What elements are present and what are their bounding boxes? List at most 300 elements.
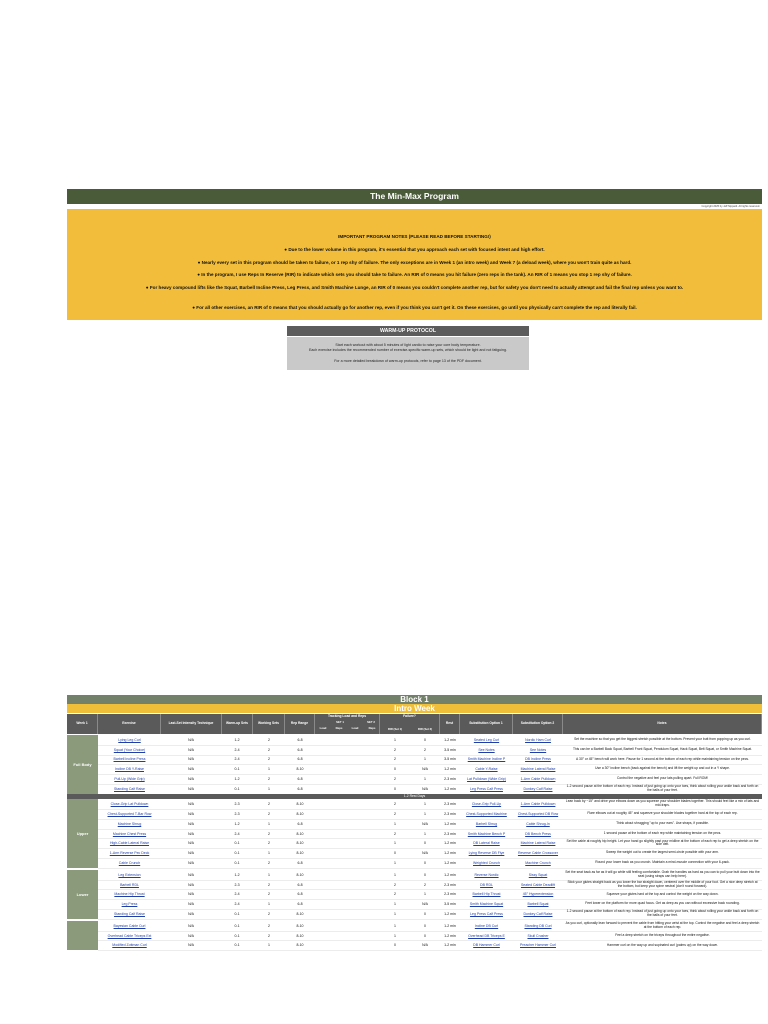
load-input[interactable] <box>315 809 331 819</box>
rir-set2-cell: 1 <box>424 831 426 836</box>
substitution-2-cell[interactable]: Reverse Cable Crossover <box>517 851 559 856</box>
substitution-2-cell[interactable]: Machine Lateral Raise <box>520 841 556 846</box>
rir-set1-cell: 2 <box>394 811 396 816</box>
substitution-2-cell[interactable]: Chest-Supported DB Row <box>517 811 559 816</box>
notes-cell: Set the seat back as far as it will go while still feeling comfortable. Grab the handles as hard as you can to pull your butt down into the seat (using straps can help here). <box>565 869 760 878</box>
exercise-cell[interactable]: Machine Hip Thrust <box>114 892 145 897</box>
substitution-1-cell[interactable]: DB RDL <box>480 882 493 887</box>
substitution-2-cell[interactable]: Sissy Squat <box>528 872 548 877</box>
rir-set2-cell: N/A <box>422 943 428 948</box>
exercise-cell[interactable]: Modified Zottman Curl <box>112 943 147 948</box>
reps-input[interactable] <box>363 774 379 784</box>
exercise-cell[interactable]: Machine Shrug <box>117 821 142 826</box>
working-sets-cell: 1 <box>268 851 270 856</box>
rir-set2-cell: 0 <box>424 872 426 877</box>
substitution-2-cell[interactable]: Nordic Ham Curl <box>525 737 551 742</box>
note-line: ● In the program, I use Reps In Reserve (RIR) to indicate which sets you should take to failure. An RIR of 0 means you hit failure (zero reps in the tank). An RIR of 1 means you stop 1 rep shy of failure. <box>197 272 632 277</box>
reps-input[interactable] <box>331 941 347 951</box>
table-header: Rest <box>440 714 460 734</box>
substitution-2-cell[interactable]: DB Incline Press <box>525 757 551 762</box>
copyright-text: Copyright 2025 by Jeff Nippard. All rights reserved. <box>701 205 760 208</box>
substitution-1-cell[interactable]: Lat Pulldown (Wide Grip) <box>467 777 506 782</box>
technique-cell: N/A <box>188 860 194 865</box>
table-subheader: Load <box>319 726 327 730</box>
table-subheader: Load <box>351 726 359 730</box>
substitution-2-cell[interactable]: Standing DB Curl <box>524 923 552 928</box>
technique-cell: N/A <box>188 882 194 887</box>
rest-cell: 2-3 min <box>444 892 456 897</box>
warmup-sets-cell: 1-2 <box>234 777 240 782</box>
reps-input[interactable] <box>363 809 379 819</box>
rest-cell: 1-2 min <box>444 933 456 938</box>
substitution-1-cell[interactable]: Overhead DB Triceps E <box>468 933 505 938</box>
exercise-cell[interactable]: Barbell Incline Press <box>113 757 146 762</box>
substitution-2-cell[interactable]: DB Bench Press <box>525 831 551 836</box>
load-input[interactable] <box>315 880 331 890</box>
day-label: Lower <box>67 870 98 919</box>
technique-cell: N/A <box>188 757 194 762</box>
substitution-1-cell[interactable]: Close-Grip Pull-Up <box>471 802 502 807</box>
notes-cell: Feet lower on the platform for more quad focus. Get as deep as you can without excessive back rounding. <box>585 901 740 906</box>
notes-cell: Use a 30° incline bench (back against the bench) and lift the weight up and out in a Y shape. <box>595 766 730 771</box>
workout-table <box>67 714 762 1024</box>
day-label <box>67 921 98 950</box>
working-sets-cell: 2 <box>268 777 270 782</box>
load-input[interactable] <box>347 745 363 755</box>
exercise-cell[interactable]: High-Cable Lateral Raise <box>109 841 150 846</box>
technique-cell: N/A <box>188 747 194 752</box>
rir-set1-cell: 1 <box>394 902 396 907</box>
working-sets-cell: 2 <box>268 831 270 836</box>
rir-set1-cell: 1 <box>394 923 396 928</box>
working-sets-cell: 2 <box>268 923 270 928</box>
substitution-2-cell[interactable]: Machine Crunch <box>525 860 551 865</box>
load-input[interactable] <box>347 735 363 745</box>
reps-input[interactable] <box>331 839 347 849</box>
working-sets-cell: 1 <box>268 767 270 772</box>
reps-input[interactable] <box>331 755 347 765</box>
reps-input[interactable] <box>363 848 379 858</box>
warmup-sets-cell: 0-1 <box>234 767 240 772</box>
load-input[interactable] <box>347 921 363 931</box>
technique-cell: N/A <box>188 872 194 877</box>
note-line: ● Due to the lower volume in this program, it's essential that you approach each set with focused intent and high effort. <box>284 247 545 252</box>
reps-input[interactable] <box>331 764 347 774</box>
load-input[interactable] <box>347 890 363 900</box>
substitution-1-cell[interactable]: Smith Machine Squat <box>469 902 504 907</box>
load-input[interactable] <box>347 880 363 890</box>
notes-cell: Squeeze your glutes hard at the top and control the weight on the way down. <box>606 891 719 896</box>
rir-set2-cell: 1 <box>424 892 426 897</box>
rir-set2-cell: 1 <box>424 811 426 816</box>
load-input[interactable] <box>315 931 331 941</box>
exercise-cell[interactable]: Chest-Supported T-Bar Row <box>107 811 152 816</box>
load-input[interactable] <box>347 819 363 829</box>
rir-set1-cell: 0 <box>394 767 396 772</box>
substitution-2-cell[interactable]: Barbell Squat <box>527 902 549 907</box>
load-input[interactable] <box>315 890 331 900</box>
reps-input[interactable] <box>331 890 347 900</box>
reps-input[interactable] <box>363 890 379 900</box>
technique-cell: N/A <box>188 767 194 772</box>
exercise-cell[interactable]: Machine Chest Press <box>112 831 147 836</box>
load-input[interactable] <box>315 870 331 880</box>
reps-input[interactable] <box>363 735 379 745</box>
warmup-sets-cell: 2-4 <box>234 892 240 897</box>
notes-cell: Lean back by ~15° and drive your elbows down as you squeeze your shoulder blades together. This should feel like a mix of lats and mid-traps. <box>565 799 760 808</box>
technique-cell: N/A <box>188 943 194 948</box>
table-subheader: SET 1 <box>336 720 344 724</box>
week-title: Intro Week <box>67 704 762 713</box>
substitution-1-cell[interactable]: Leg Press Calf Press <box>470 786 503 791</box>
rest-cell: 2-3 min <box>444 802 456 807</box>
rep-range-cell: 8-10 <box>296 767 304 772</box>
table-header: Last-Set Intensity Technique <box>161 714 222 734</box>
rir-set2-cell: 0 <box>424 923 426 928</box>
substitution-1-cell[interactable]: Reverse Nordic <box>474 872 499 877</box>
exercise-cell[interactable]: 1-Arm Reverse Pec Deck <box>109 851 150 856</box>
rir-set1-cell: 2 <box>394 802 396 807</box>
rir-set2-cell: N/A <box>422 821 428 826</box>
notes-cell: Feel a deep stretch on the triceps throughout the entire negative. <box>615 932 710 937</box>
working-sets-cell: 1 <box>268 943 270 948</box>
load-input[interactable] <box>347 909 363 919</box>
rir-set2-cell: 0 <box>424 737 426 742</box>
reps-input[interactable] <box>363 745 379 755</box>
substitution-2-cell[interactable]: 1-Arm Cable Pulldown <box>520 802 556 807</box>
load-input[interactable] <box>315 745 331 755</box>
reps-input[interactable] <box>331 819 347 829</box>
exercise-cell[interactable]: Cable Crunch <box>118 860 141 865</box>
rir-set1-cell: 2 <box>394 892 396 897</box>
day-label: Full Body <box>67 735 98 794</box>
warmup-sets-cell: 0-1 <box>234 933 240 938</box>
reps-input[interactable] <box>363 899 379 909</box>
exercise-cell[interactable]: Standing Calf Raise <box>114 786 145 791</box>
warmup-panel <box>287 337 529 370</box>
rest-cell: 1-2 min <box>444 851 456 856</box>
rep-range-cell: 6-8 <box>297 892 303 897</box>
reps-input[interactable] <box>331 909 347 919</box>
notes-cell: Sweep the weight out to create the largest semi-circle possible with your arm. <box>606 850 719 855</box>
substitution-2-cell[interactable]: Cable Shrug-In <box>526 821 550 826</box>
rir-set2-cell: N/A <box>422 767 428 772</box>
reps-input[interactable] <box>363 909 379 919</box>
rep-range-cell: 8-10 <box>296 851 304 856</box>
load-input[interactable] <box>315 774 331 784</box>
rest-days-bar: 1-2 Rest Days <box>67 794 762 799</box>
substitution-1-cell[interactable]: Leg Press Calf Press <box>470 911 503 916</box>
reps-input[interactable] <box>331 745 347 755</box>
substitution-1-cell[interactable]: Barbell Hip Thrust <box>472 892 501 897</box>
rep-range-cell: 8-10 <box>296 911 304 916</box>
warmup-sets-cell: 2-4 <box>234 831 240 836</box>
exercise-cell[interactable]: Leg Extension <box>118 872 141 877</box>
load-input[interactable] <box>315 848 331 858</box>
reps-input[interactable] <box>331 774 347 784</box>
rir-set2-cell: N/A <box>422 851 428 856</box>
load-input[interactable] <box>315 819 331 829</box>
program-notes-panel <box>67 209 762 320</box>
technique-cell: N/A <box>188 911 194 916</box>
table-header: Tracking Load and Reps <box>315 714 380 734</box>
load-input[interactable] <box>347 870 363 880</box>
warmup-sets-cell: 1-2 <box>234 821 240 826</box>
rep-range-cell: 8-10 <box>296 933 304 938</box>
reps-input[interactable] <box>363 819 379 829</box>
reps-input[interactable] <box>331 829 347 839</box>
notes-cell: Think about shrugging "up to your ears". Use straps, if possible. <box>616 820 709 825</box>
rir-set2-cell: 1 <box>424 802 426 807</box>
substitution-1-cell[interactable]: Incline DB Curl <box>474 923 499 928</box>
rir-set1-cell: 0 <box>394 851 396 856</box>
note-line: ● Nearly every set in this program should be taken to failure, or 1 rep shy of failure. The only exceptions are in Week 1 (an intro week) and Week 7 (a deload week), where you won't train quite as hard. <box>197 260 632 265</box>
exercise-cell[interactable]: Incline DB Y-Raise <box>115 767 144 772</box>
reps-input[interactable] <box>331 784 347 794</box>
rest-cell: 1-2 min <box>444 943 456 948</box>
substitution-1-cell[interactable]: Smith Machine Bench P <box>467 831 506 836</box>
rest-cell: 1-2 min <box>444 786 456 791</box>
table-header: Notes <box>563 714 762 734</box>
load-input[interactable] <box>347 899 363 909</box>
substitution-1-cell[interactable]: Seated Leg Curl <box>473 737 500 742</box>
load-input[interactable] <box>315 899 331 909</box>
notes-cell: Set the machine so that you get the biggest stretch possible at the bottom. Prevent your butt from popping up as you curl. <box>574 737 751 741</box>
rep-range-cell: 8-10 <box>296 923 304 928</box>
load-input[interactable] <box>347 809 363 819</box>
rir-set1-cell: 0 <box>394 786 396 791</box>
substitution-1-cell[interactable]: DB Hammer Curl <box>473 943 500 948</box>
reps-input[interactable] <box>363 931 379 941</box>
working-sets-cell: 1 <box>268 821 270 826</box>
rir-set1-cell: 0 <box>394 943 396 948</box>
warmup-sets-cell: 1-2 <box>234 737 240 742</box>
warmup-sets-cell: 2-3 <box>234 802 240 807</box>
rest-cell: 3-5 min <box>444 902 456 907</box>
exercise-cell[interactable]: Standing Calf Raise <box>114 911 145 916</box>
notes-cell: As you curl, optionally lean forward to prevent the cable from hitting your wrist at the top. Control the negative and feel a deep stretch at the bottom of each rep. <box>565 920 760 929</box>
substitution-2-cell[interactable]: Machine Lateral Raise <box>520 767 556 772</box>
reps-input[interactable] <box>363 870 379 880</box>
substitution-2-cell[interactable]: 45° Hyperextension <box>522 892 554 897</box>
reps-input[interactable] <box>363 921 379 931</box>
reps-input[interactable] <box>331 799 347 809</box>
load-input[interactable] <box>315 858 331 868</box>
notes-cell: Flare elbows out at roughly 45° and squeeze your shoulder blades together hard at the top of each rep. <box>587 811 738 816</box>
table-subheader: Reps <box>335 726 343 730</box>
notes-cell: 1-2 second pause at the bottom of each rep. Instead of just going up onto your toes, think about rolling your ankle back and forth on the balls of your feet. <box>566 909 759 917</box>
note-line: ● For all other exercises, an RIR of 0 means that you should actually go for another rep, even if you think you can't get it. On these exercises, go until you physically can't complete the rep and literally fail. <box>192 305 637 310</box>
reps-input[interactable] <box>331 848 347 858</box>
rir-set2-cell: 0 <box>424 841 426 846</box>
load-input[interactable] <box>347 848 363 858</box>
rep-range-cell: 6-8 <box>297 902 303 907</box>
warmup-line: Each exercise includes the recommended number of exercise-specific warm-up sets, which should be light and not fatiguing. <box>309 347 507 352</box>
rir-set1-cell: 2 <box>394 777 396 782</box>
rep-range-cell: 6-8 <box>297 786 303 791</box>
reps-input[interactable] <box>363 941 379 951</box>
rep-range-cell: 6-8 <box>297 821 303 826</box>
technique-cell: N/A <box>188 902 194 907</box>
substitution-2-cell[interactable]: Preacher Hammer Curl <box>520 943 556 948</box>
rir-set2-cell: N/A <box>422 786 428 791</box>
table-header: Working Sets <box>253 714 285 734</box>
technique-cell: N/A <box>188 841 194 846</box>
exercise-cell[interactable]: Bayesian Cable Curl <box>113 923 146 928</box>
rir-set1-cell: 1 <box>394 860 396 865</box>
load-input[interactable] <box>315 829 331 839</box>
working-sets-cell: 2 <box>268 737 270 742</box>
substitution-2-cell[interactable]: Donkey Calf Raise <box>523 911 553 916</box>
substitution-2-cell[interactable]: See Notes <box>529 747 547 752</box>
technique-cell: N/A <box>188 923 194 928</box>
substitution-2-cell[interactable]: 1-Arm Cable Pulldown <box>520 777 556 782</box>
notes-cell: 1 second pause at the bottom of each rep while maintaining tension on the pecs. <box>603 830 722 835</box>
notes-cell: This can be a Barbell Back Squat, Barbell Front Squat, Pendulum Squat, Hack Squat, Belt Squat, or Smith Machine Squat. <box>572 746 753 751</box>
rest-cell: 1-2 min <box>444 821 456 826</box>
load-input[interactable] <box>347 799 363 809</box>
reps-input[interactable] <box>363 829 379 839</box>
reps-input[interactable] <box>331 931 347 941</box>
warmup-sets-cell: 1-2 <box>234 872 240 877</box>
load-input[interactable] <box>347 941 363 951</box>
rir-set2-cell: 2 <box>424 882 426 887</box>
reps-input[interactable] <box>363 839 379 849</box>
reps-input[interactable] <box>363 784 379 794</box>
load-input[interactable] <box>347 839 363 849</box>
load-input[interactable] <box>315 735 331 745</box>
load-input[interactable] <box>347 774 363 784</box>
reps-input[interactable] <box>363 880 379 890</box>
rep-range-cell: 6-8 <box>297 777 303 782</box>
substitution-1-cell[interactable]: Barbell Shrug <box>475 821 498 826</box>
working-sets-cell: 2 <box>268 757 270 762</box>
warmup-sets-cell: 0-1 <box>234 841 240 846</box>
rir-set2-cell: 1 <box>424 757 426 762</box>
technique-cell: N/A <box>188 933 194 938</box>
working-sets-cell: 2 <box>268 892 270 897</box>
notes-cell: 1-2 second pause at the bottom of each rep. Instead of just going up onto your toes, think about rolling your ankle back and forth on the balls of your feet. <box>566 784 759 792</box>
load-input[interactable] <box>347 784 363 794</box>
substitution-1-cell[interactable]: Chest-Supported Machine <box>466 811 507 816</box>
note-line: ● For heavy compound lifts like the Squat, Barbell Incline Press, Leg Press, and Smith Machine Lunge, an RIR of 0 means you couldn't complete another rep, but for safety you don't need to actually attempt and fail the final rep unless you want to. <box>145 285 684 290</box>
technique-cell: N/A <box>188 811 194 816</box>
rir-set2-cell: 2 <box>424 747 426 752</box>
exercise-cell[interactable]: Barbell RDL <box>120 882 139 887</box>
substitution-1-cell[interactable]: Smith Machine Incline P <box>467 757 506 762</box>
warmup-sets-cell: 0-1 <box>234 860 240 865</box>
exercise-cell[interactable]: Close-Grip Lat Pulldown <box>110 802 149 807</box>
notes-cell: Round your lower back as you crunch. Maintain a mind-muscle connection with your 6-pack. <box>595 860 730 865</box>
substitution-1-cell[interactable]: See Notes <box>478 747 495 752</box>
load-input[interactable] <box>315 839 331 849</box>
rest-cell: 2-3 min <box>444 831 456 836</box>
table-header: Rep Range <box>285 714 315 734</box>
reps-input[interactable] <box>363 764 379 774</box>
rir-set1-cell: 1 <box>394 841 396 846</box>
rest-cell: 3-5 min <box>444 747 456 752</box>
working-sets-cell: 2 <box>268 882 270 887</box>
notes-cell: Stick your glutes straight back as you lower the bar straight down, centered over the middle of your foot. Get a nice deep stretch at the bottom, but keep your spine neutral (don't round forward). <box>567 879 758 888</box>
warmup-sets-cell: 0-1 <box>234 786 240 791</box>
reps-input[interactable] <box>363 858 379 868</box>
exercise-cell[interactable]: Squat (Your Choice) <box>113 747 146 752</box>
reps-input[interactable] <box>331 858 347 868</box>
notes-cell: Control the negative and feel your lats pulling apart. Full ROM! <box>616 776 709 781</box>
rest-cell: 1-2 min <box>444 860 456 865</box>
substitution-2-cell[interactable]: Skull Crusher <box>527 933 549 938</box>
warmup-heading: WARM-UP PROTOCOL <box>287 326 529 336</box>
table-header: Failure? <box>380 714 440 734</box>
substitution-2-cell[interactable]: Donkey Calf Raise <box>523 786 553 791</box>
technique-cell: N/A <box>188 777 194 782</box>
substitution-1-cell[interactable]: Cable Y-Raise <box>475 767 498 772</box>
load-input[interactable] <box>347 764 363 774</box>
load-input[interactable] <box>315 941 331 951</box>
load-input[interactable] <box>347 931 363 941</box>
exercise-cell[interactable]: Pull-Up (Wide Grip) <box>114 777 145 782</box>
working-sets-cell: 1 <box>268 902 270 907</box>
exercise-cell[interactable]: Leg Press <box>121 902 138 907</box>
load-input[interactable] <box>315 755 331 765</box>
table-header: Week 1 <box>67 714 98 734</box>
reps-input[interactable] <box>363 799 379 809</box>
reps-input[interactable] <box>331 921 347 931</box>
substitution-2-cell[interactable]: Seated Cable Deadlift <box>520 882 556 887</box>
table-header: Exercise <box>98 714 161 734</box>
substitution-1-cell[interactable]: DB Lateral Raise <box>473 841 500 846</box>
reps-input[interactable] <box>331 880 347 890</box>
rest-cell: 2-3 min <box>444 777 456 782</box>
load-input[interactable] <box>315 909 331 919</box>
reps-input[interactable] <box>331 735 347 745</box>
load-input[interactable] <box>315 764 331 774</box>
technique-cell: N/A <box>188 786 194 791</box>
rir-set2-cell: 0 <box>424 933 426 938</box>
rep-range-cell: 8-10 <box>296 872 304 877</box>
reps-input[interactable] <box>331 899 347 909</box>
substitution-1-cell[interactable]: Weighted Crunch <box>473 860 500 865</box>
rir-set1-cell: 2 <box>394 757 396 762</box>
load-input[interactable] <box>315 799 331 809</box>
load-input[interactable] <box>315 921 331 931</box>
exercise-cell[interactable]: Lying Leg Curl <box>118 737 141 742</box>
table-header: Substitution Option 2 <box>513 714 563 734</box>
table-row <box>98 909 762 920</box>
rep-range-cell: 8-10 <box>296 811 304 816</box>
table-subheader: RIR (Set 1) <box>387 727 403 731</box>
substitution-1-cell[interactable]: Lying Reverse DB Flye <box>468 851 505 856</box>
exercise-cell[interactable]: Overhead Cable Triceps Ext <box>107 933 152 938</box>
warmup-sets-cell: 0-1 <box>234 911 240 916</box>
rep-range-cell: 6-8 <box>297 882 303 887</box>
technique-cell: N/A <box>188 802 194 807</box>
working-sets-cell: 2 <box>268 841 270 846</box>
table-row <box>98 941 762 952</box>
reps-input[interactable] <box>331 870 347 880</box>
rest-cell: 1-2 min <box>444 841 456 846</box>
load-input[interactable] <box>347 858 363 868</box>
rir-set2-cell: N/A <box>422 902 428 907</box>
load-input[interactable] <box>347 755 363 765</box>
load-input[interactable] <box>347 829 363 839</box>
load-input[interactable] <box>315 784 331 794</box>
rir-set1-cell: 1 <box>394 911 396 916</box>
reps-input[interactable] <box>331 809 347 819</box>
reps-input[interactable] <box>363 755 379 765</box>
rir-set2-cell: 0 <box>424 911 426 916</box>
rir-set1-cell: 2 <box>394 831 396 836</box>
